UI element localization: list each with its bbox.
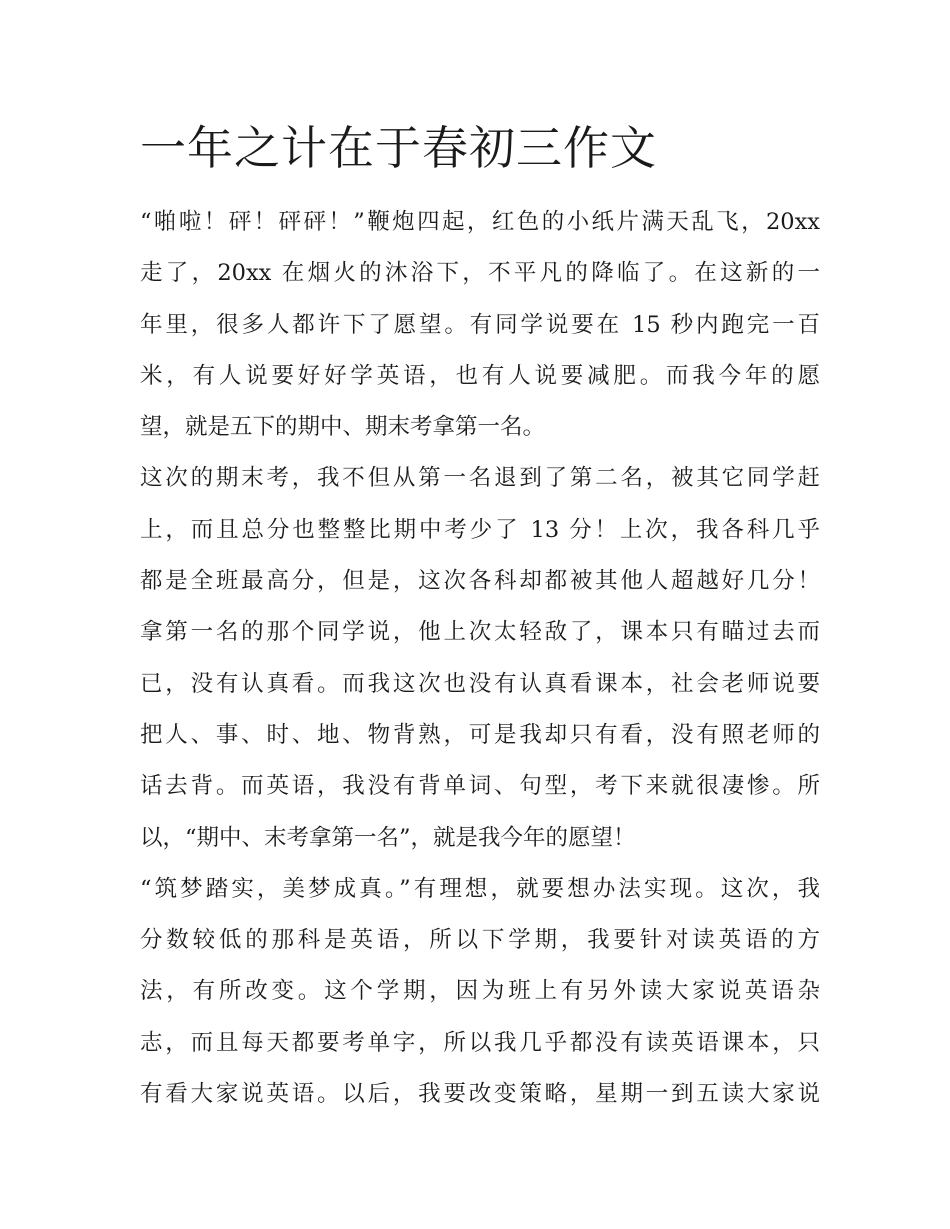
text-line: 话去背。而英语，我没有背单词、句型，考下来就很凄惨。所 bbox=[140, 773, 820, 800]
text-line: 有看大家说英语。以后，我要改变策略，星期一到五读大家说 bbox=[140, 1081, 820, 1108]
text-line: 分数较低的那科是英语，所以下学期，我要针对读英语的方 bbox=[140, 927, 820, 954]
document-title: 一年之计在于春初三作文 bbox=[140, 121, 657, 175]
text-line: 望，就是五下的期中、期末考拿第一名。 bbox=[140, 414, 546, 441]
text-line: 已，没有认真看。而我这次也没有认真看课本，社会老师说要 bbox=[140, 670, 820, 697]
text-line: 年里，很多人都许下了愿望。有同学说要在 15 秒内跑完一百 bbox=[140, 311, 820, 338]
document-body bbox=[140, 197, 820, 1120]
text-line: 都是全班最高分，但是，这次各科却都被其他人超越好几分！ bbox=[140, 568, 820, 595]
text-line: 上，而且总分也整整比期中考少了 13 分！上次，我各科几乎 bbox=[140, 516, 820, 543]
text-line: 以，“期中、末考拿第一名”，就是我今年的愿望！ bbox=[140, 824, 636, 851]
text-line: “筑梦踏实，美梦成真。”有理想，就要想办法实现。这次，我 bbox=[140, 875, 820, 902]
text-line: 这次的期末考，我不但从第一名退到了第二名，被其它同学赶 bbox=[140, 465, 820, 492]
text-line: 走了，20xx 在烟火的沐浴下，不平凡的降临了。在这新的一 bbox=[140, 260, 820, 287]
text-line: 米，有人说要好好学英语，也有人说要减肥。而我今年的愿 bbox=[140, 362, 820, 389]
text-line: “啪啦！砰！砰砰！”鞭炮四起，红色的小纸片满天乱飞，20xx bbox=[140, 209, 820, 235]
text-line: 拿第一名的那个同学说，他上次太轻敌了，课本只有瞄过去而 bbox=[140, 619, 820, 646]
text-line: 把人、事、时、地、物背熟，可是我却只有看，没有照老师的 bbox=[140, 721, 820, 748]
text-line: 法，有所改变。这个学期，因为班上有另外读大家说英语杂 bbox=[140, 978, 820, 1005]
text-line: 志，而且每天都要考单字，所以我几乎都没有读英语课本，只 bbox=[140, 1029, 820, 1056]
